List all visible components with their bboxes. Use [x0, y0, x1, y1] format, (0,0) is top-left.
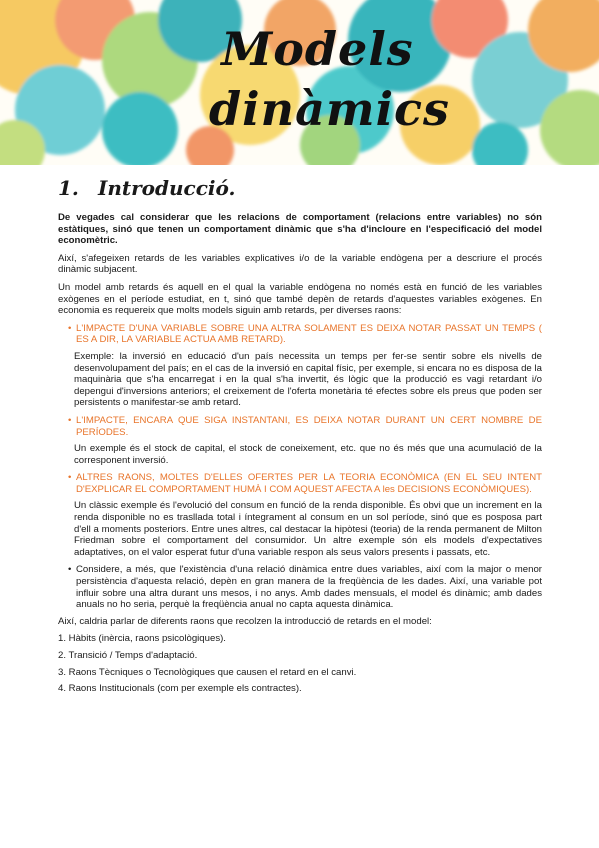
bullet-icon: •: [68, 564, 72, 576]
list-item: • ALTRES RAONS, MOLTES D'ELLES OFERTES PER LA TEORIA ECONÒMICA (EN EL SEU INTENT D'EXPLICAR EL COMPORTAMENT HUMÀ I COM AQUEST AFECTA A les DECISIONS ECONÒMIQUES).: [68, 472, 542, 495]
list-item: • L'IMPACTE, ENCARA QUE SIGA INSTANTANI, ES DEIXA NOTAR DURANT UN CERT NOMBRE DE PERÍODES.: [68, 414, 542, 438]
list-item: 3. Raons Tècniques o Tecnològiques que causen el retard en el canvi.: [58, 666, 357, 678]
page-title-line2: dinàmics: [209, 82, 450, 136]
intro-paragraph: De vegades cal considerar que les relacions de comportament (relacions entre variables) no són estàtiques, sinó que tenen un comportament dinàmic que s'ha d'incloure en l'especificació del model economètric.: [58, 212, 542, 247]
paragraph-2: Un model amb retards és aquell en el qual la variable endògena no només està en funció de les variables exògenes en el període estudiat, en t, sinó que també depèn de retards d'aquestes variables exògenes. En economia es requereix que molts models siguin amb retards, per diverses raons:: [58, 281, 542, 317]
section-heading: [58, 176, 542, 200]
page-title-line1: Models: [221, 22, 414, 76]
reasons-list: [58, 633, 542, 694]
example-2: Un exemple és el stock de capital, el stock de coneixement, etc. que no és més que una acumulació de la corresponent inversió.: [74, 443, 542, 466]
bullet-icon: •: [68, 414, 72, 426]
section-title: Introducció.: [98, 176, 236, 200]
list-item: • L'IMPACTE D'UNA VARIABLE SOBRE UNA ALTRA SOLAMENT ES DEIXA NOTAR PASSAT UN TEMPS ( ES A DIR, LA VARIABLE ACTUA AMB RETARD).: [68, 322, 542, 346]
list-item: 2. Transició / Temps d'adaptació.: [58, 650, 198, 661]
section-number: 1.: [58, 176, 79, 200]
bullet-icon: •: [68, 322, 72, 334]
bullet-icon: •: [68, 472, 72, 484]
example-3: Un clàssic exemple és l'evolució del consum en funció de la renda disponible. És obvi que un increment en la renda disponible no es trasllada total i íntegrament al consum en un sol període, sinó que es posposa part d'ell a moments posteriors. Entre unes altres, cal destacar la hipòtesi (teoria) de la renda permanent de Milton Friedman sobre el comportament del consumidor. Un altre exemple són els models d'expectatives adaptatives, on el valor esperat futur d'una variable respon als seus valors presents i passats, etc.: [74, 500, 542, 558]
example-1: Exemple: la inversió en educació d'un país necessita un temps per fer-se sentir sobre els nivells de desenvolupament del país; en el cas de la inversió en capital físic, per exemple, si encara no es disposa de la maquinària que s'ha encarregat i en la qual s'ha invertit, és lògic que la producció es vagi retardant i/o depengui d'inversions anteriors; el creixement de l'oferta monetària té efectes sobre els preus que poden ser persistents o manifestar-se amb retard.: [74, 350, 542, 409]
list-item: • Considere, a més, que l'existència d'una relació dinàmica entre dues variables, així com la major o menor persistència d'aquesta relació, depèn en gran manera de la freqüència de les dades. Així, una variable pot influir sobre una altra durant uns mesos, i no anys. Amb dades mensuals, el model és dinàmic; amb dades anuals no ho seria, perquè la freqüència anual no capta aquesta dinàmica.: [68, 564, 542, 611]
document-body: [58, 176, 542, 700]
list-item: 4. Raons Institucionals (com per exemple els contractes).: [58, 683, 302, 695]
paragraph-1: Així, s'afegeixen retards de les variables explicatives i/o de la variable endògena per a descriure el procés dinàmic subjacent.: [58, 252, 542, 276]
watercolor-banner: [0, 0, 599, 165]
list-item: 1. Hàbits (inèrcia, raons psicològiques).: [58, 633, 226, 645]
closing-paragraph: Així, caldria parlar de diferents raons que recolzen la introducció de retards en el model:: [58, 615, 432, 627]
